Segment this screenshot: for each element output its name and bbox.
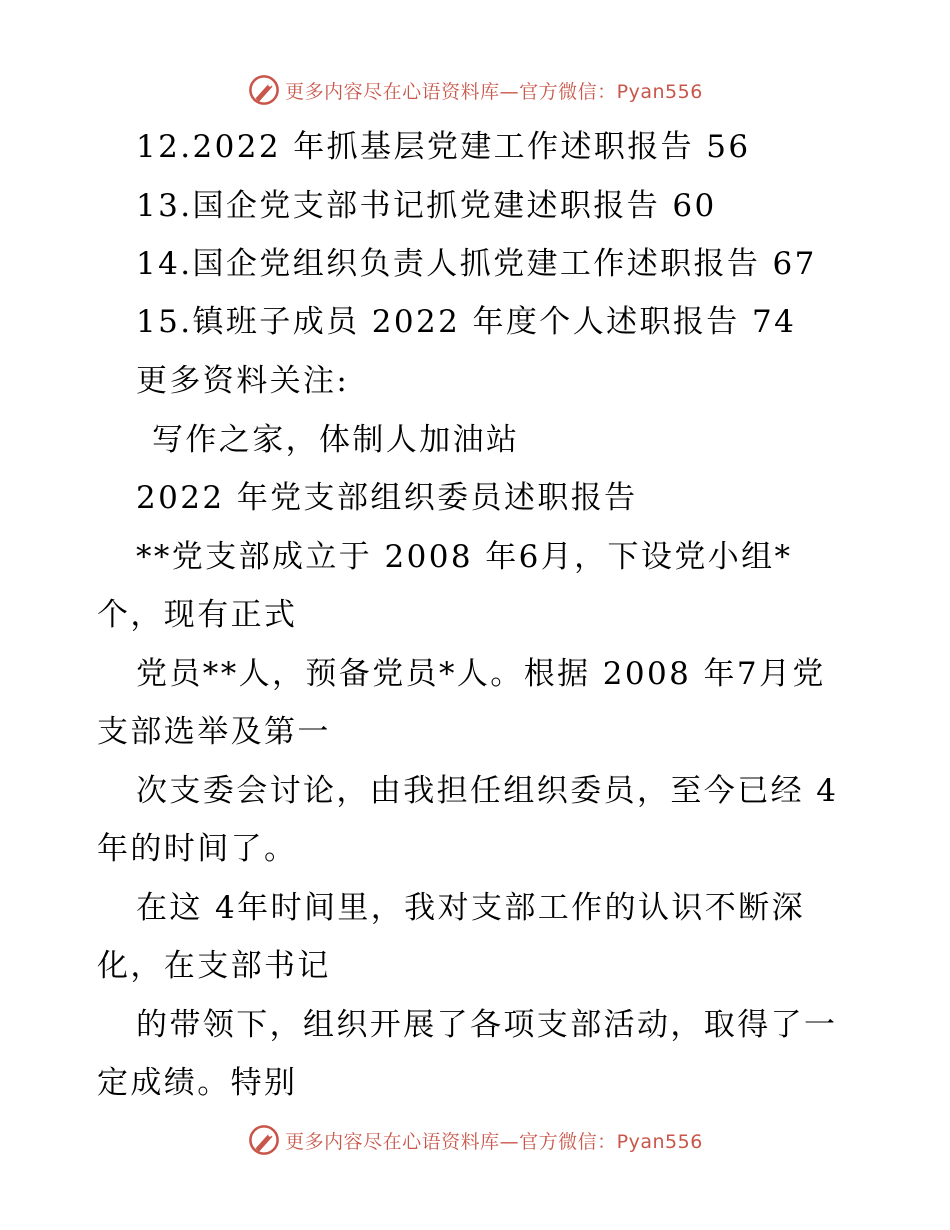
paragraph-line: 个，现有正式	[97, 597, 298, 633]
paragraph-line: 支部选举及第一	[97, 714, 331, 750]
more-info-sources: 写作之家，体制人加油站	[152, 422, 520, 458]
header-banner-text: 更多内容尽在心语资料库—官方微信：Pyan556	[285, 80, 703, 103]
paragraph-line: **党支部成立于 2008 年6月，下设党小组*	[136, 539, 793, 575]
pen-nib-logo-icon	[247, 1123, 281, 1157]
toc-item: 12.2022 年抓基层党建工作述职报告 56	[136, 129, 751, 165]
article-title: 2022 年党支部组织委员述职报告	[136, 480, 638, 516]
paragraph-line: 定成绩。特别	[97, 1065, 298, 1101]
more-info-label: 更多资料关注:	[136, 363, 350, 399]
paragraph-line: 的带领下，组织开展了各项支部活动，取得了一	[136, 1007, 838, 1043]
pen-nib-logo-icon	[247, 73, 281, 107]
footer-banner-text: 更多内容尽在心语资料库—官方微信：Pyan556	[285, 1130, 703, 1153]
header-banner	[0, 72, 950, 108]
paragraph-line: 在这 4年时间里，我对支部工作的认识不断深	[136, 890, 805, 926]
toc-item: 13.国企党支部书记抓党建述职报告 60	[136, 188, 717, 224]
footer-banner	[0, 1122, 950, 1158]
toc-item: 14.国企党组织负责人抓党建工作述职报告 67	[136, 246, 817, 282]
paragraph-line: 次支委会讨论，由我担任组织委员，至今已经 4	[136, 773, 839, 809]
paragraph-line: 党员**人，预备党员*人。根据 2008 年7月党	[136, 656, 826, 692]
paragraph-line: 年的时间了。	[97, 831, 298, 867]
toc-item: 15.镇班子成员 2022 年度个人述职报告 74	[136, 304, 797, 340]
paragraph-line: 化，在支部书记	[97, 948, 331, 984]
